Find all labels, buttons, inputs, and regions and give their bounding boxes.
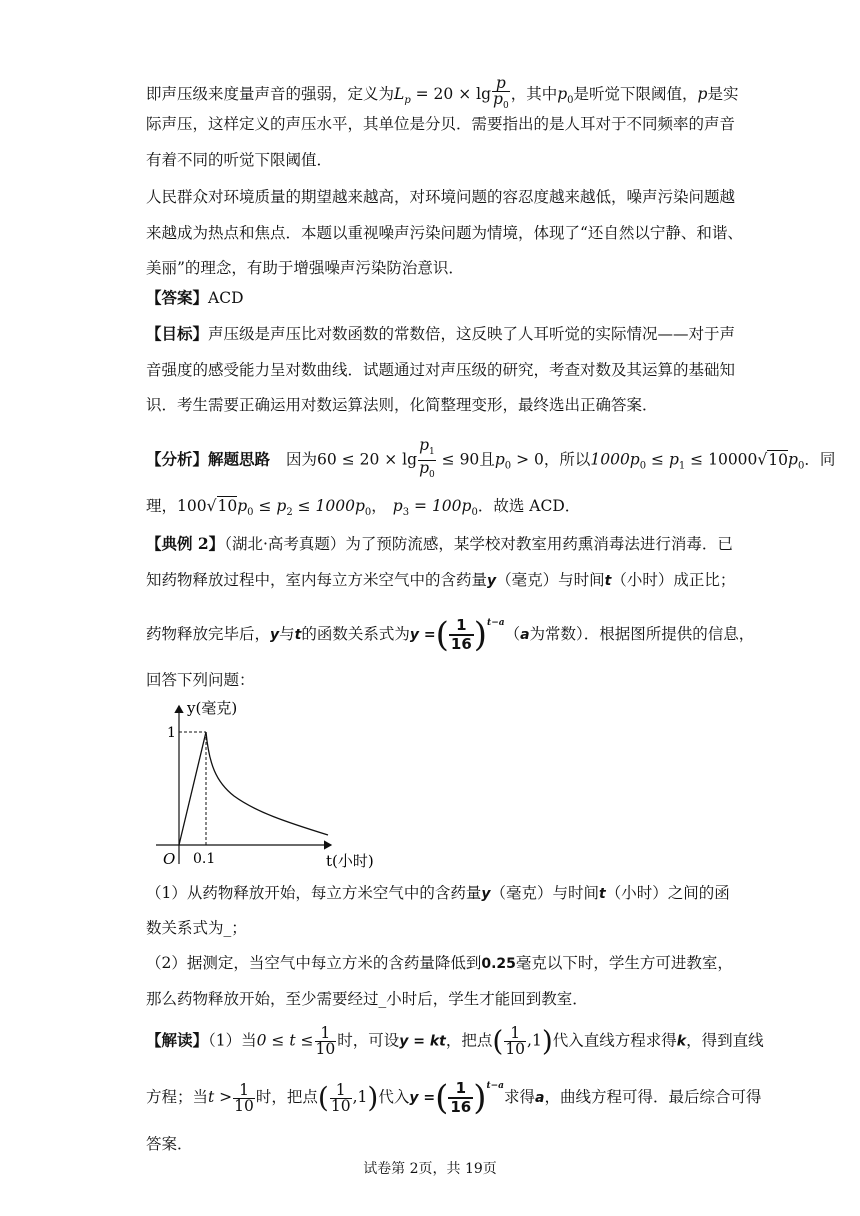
text: 是听觉下限阈值， [573,85,698,104]
res2-c: ≤ p [253,497,287,515]
res2-sqrt: 10 [217,497,238,515]
point-y: ,1 [352,1088,368,1106]
text: （小时）之间的函 [605,884,730,902]
text: 即声压级来度量声音的强弱，定义为 [146,85,395,104]
text: （毫克）与时间 [490,884,600,902]
equation-lhs: y = [409,1090,436,1106]
linear-eq: y = kt [399,1033,446,1050]
y-axis-label: y(毫克) [187,699,238,717]
example-line3 [146,617,754,653]
fraction-denominator-sub: 0 [502,101,509,112]
para2-line1: 人民群众对环境质量的期望越来越高，对环境问题的容忍度越来越低，噪声污染问题越 [146,188,736,206]
ratio-fraction [418,438,436,483]
exp-base-2: ( $\frac{1}{16}$ ) [435,1078,487,1118]
point2-fraction [330,1080,352,1115]
cond-fraction [315,1026,337,1057]
res3-sub: 3 [402,507,410,519]
res1-mid2: ≤ 10000 [685,450,758,469]
text: 且 [479,450,495,469]
goal-line2: 音强度的感受能力呈对数曲线．试题通过对声压级的研究，考查对数及其运算的基础知 [146,361,736,379]
frac-den: 10 [234,1096,254,1115]
linear-segment [179,732,206,845]
goal-tag: 【目标】 [146,324,209,343]
ratio-den-sub: 0 [429,470,435,481]
var-a: a [535,1090,545,1106]
cond2-fraction [233,1080,255,1115]
fraction-numerator: p [492,76,510,92]
base-den: 16 [450,1098,472,1116]
example-line4: 回答下列问题： [146,671,255,689]
fraction-denominator: p [493,90,503,108]
text: （1）从药物释放开始，每立方米空气中的含药量 [146,884,482,902]
text: ，得到直线 [686,1031,764,1050]
analysis-tag: 【分析】 [146,449,209,469]
res1-sqrt: 10 [768,450,789,469]
text: 理， [146,497,178,515]
var-t: t [604,573,612,589]
text: （2）据测定，当空气中每立方米的含药量降低到 [146,954,482,972]
para2-line3: 美丽”的理念，有助于增强噪声污染防治意识． [146,259,464,277]
reading-line3: 答案． [146,1135,193,1153]
example-line2 [146,570,735,591]
analysis-title: 解题思路 [208,449,271,469]
exp-base: ( $\frac{1}{16}$ ) [435,615,488,655]
var-y: y [270,627,280,643]
formula-L: L [394,85,405,104]
text: 是实 [707,85,739,104]
q2-line1 [146,953,733,974]
text: （毫克）与时间 [496,571,605,589]
analysis-line2: 理，$100√10p_0 \le p_2 \le 1000p_0$， $p_3 = 100p_0$．故选 ACD． [146,497,581,519]
para2-line2: 来越成为热点和焦点．本题以重视噪声污染问题为情境，体现了“还自然以宁静、和谐、 [146,224,743,242]
text: ，所以 [543,450,591,469]
var-k: k [676,1033,687,1050]
res1-end-sub: 0 [797,460,805,472]
q1-line2: 数关系式为_； [146,919,247,937]
res1: 1000p [590,450,640,469]
equation-lhs: y = [409,627,436,643]
ratio-num-sub: 1 [429,447,435,458]
text: 的函数关系式为 [301,625,410,643]
q1-line1 [146,883,730,904]
text: 代入 [378,1088,410,1106]
formula-sub: p [404,95,411,107]
text: （ [504,625,521,643]
text: 方程；当 [146,1088,209,1106]
res2-c-sub: 2 [286,507,293,519]
frac-num: 1 [233,1083,255,1099]
res3: p [392,497,403,515]
res3-b: = 100p [409,497,472,515]
text: ，其中 [510,85,558,104]
decay-curve [206,732,328,835]
origin-label: O [163,850,176,868]
example-line1 [146,534,733,554]
res1-sub: 0 [639,460,647,472]
text: 声压级是声压比对数函数的常数倍，这反映了人耳听觉的实际情况——对于声 [208,325,736,343]
base-den: 16 [450,635,472,653]
text: 时，可设 [337,1031,400,1050]
res3-b-sub: 0 [471,507,478,519]
text: 为常数）．根据图所提供的信息， [529,625,755,643]
res1-end: p [788,450,798,469]
exponent: t−a [487,618,505,628]
para1-line3: 有着不同的听觉下限阈值． [146,151,333,169]
base-num: 1 [449,617,474,636]
text: 时，把点 [255,1088,318,1106]
var-p0: p [557,85,568,104]
text: 知药物释放过程中，室内每立方米空气中的含药量 [146,571,488,589]
cond-sub: 0 [504,460,512,472]
text: （1）当 [208,1031,257,1050]
var-t: t [599,886,606,902]
text: ，把点 [445,1031,493,1050]
inequality-left: 60 ≤ 20 × lg [317,450,418,469]
condition-1: 0 ≤ t ≤ [256,1031,314,1050]
reading-line1: 【解读】（1）当0 ≤ t ≤ $\frac{1}{10}$ 时，可设y = kt，把点( $\frac{1}{10}$ ,1)代入直线方程求得k，得到直线 [146,1024,764,1058]
x-axis-label: t(小时) [326,852,374,870]
formula-mid: = 20 × lg [410,85,492,104]
formula-fraction [492,76,510,114]
text: （小时）成正比； [611,571,736,589]
ratio-num: p [419,436,429,454]
cond-var: p [494,450,505,469]
point-num: 1 [330,1083,352,1099]
res2-d-sub: 0 [364,507,372,519]
example-tag: 【典例 2】 [146,534,225,553]
condition-2: t > [208,1088,233,1106]
res1-sub2: 1 [678,460,686,472]
answer-value: ACD [208,289,244,307]
var-t: t [294,627,302,643]
inequality-right: ≤ 90 [436,450,480,469]
text: ， [371,497,387,515]
text: 因为 [286,450,318,469]
text: ，曲线方程可得．最后综合可得 [544,1088,762,1106]
res1-mid: ≤ p [646,450,679,469]
goal-line3: 识．考生需要正确运用对数运算法则，化简整理变形，最终选出正确答案． [146,396,658,414]
text: 药物释放完毕后， [146,625,271,643]
reading-tag: 【解读】 [146,1030,209,1050]
answer-line [146,288,244,308]
var-y: y [487,573,497,589]
var-a: a [520,627,530,643]
text: ．故选 ACD． [477,497,581,515]
cond-rest: > 0 [511,450,544,469]
point-num: 1 [504,1026,526,1042]
reading-line2: 方程；当t > $\frac{1}{10}$ 时，把点( $\frac{1}{10}$ ,1)代入y =( $\frac{1}{16}$ )$^{t-a}$求得a，曲线方程可得．最后综合可得 [146,1078,762,1118]
frac-num: 1 [315,1026,337,1042]
text: 与 [279,625,295,643]
point-fraction [504,1026,526,1057]
res2-b-sub: 0 [247,507,254,519]
var-p: p [697,85,708,104]
para1-line1 [146,76,738,114]
res2-a: 100 [177,497,207,515]
frac-den: 10 [315,1040,336,1058]
y-tick-label: 1 [167,725,176,741]
answer-tag: 【答案】 [146,288,209,307]
res2-d: ≤ 1000p [292,497,365,515]
res2-b: p [237,497,248,515]
ratio-den: p [419,459,429,478]
base-num: 1 [448,1080,473,1099]
var-y: y [481,886,491,902]
analysis-line1: 【分析】解题思路 因为60 ≤ 20 × lg $\frac{p_1}{p_0}$ ≤ 90且$p_0 > 0$，所以$1000p_0 \le p_1 \le 10000√10p_0$．同 [146,438,835,483]
var-p0-sub: 0 [567,95,574,107]
page-footer: 试卷第 2页，共 19页 [363,1161,497,1177]
exponent: t−a [486,1081,505,1091]
x-tick-label: 0.1 [193,851,216,867]
text: 毫克以下时，学生方可进教室， [515,954,733,972]
text: 求得 [504,1088,536,1106]
threshold-value: 0.25 [481,956,516,972]
concentration-graph [146,694,386,874]
point-y: ,1 [527,1031,542,1050]
q2-line2: 那么药物释放开始，至少需要经过_小时后，学生才能回到教室． [146,990,588,1008]
point-den: 10 [505,1040,526,1058]
text: ．同 [804,450,836,469]
para1-line2: 际声压，这样定义的声压水平，其单位是分贝．需要指出的是人耳对于不同频率的声音 [146,115,736,133]
point-den: 10 [330,1096,351,1115]
text: （湖北·高考真题）为了预防流感，某学校对教室用药熏消毒法进行消毒．已 [224,535,733,553]
goal-line1 [146,324,735,344]
text: 代入直线方程求得 [552,1031,677,1050]
